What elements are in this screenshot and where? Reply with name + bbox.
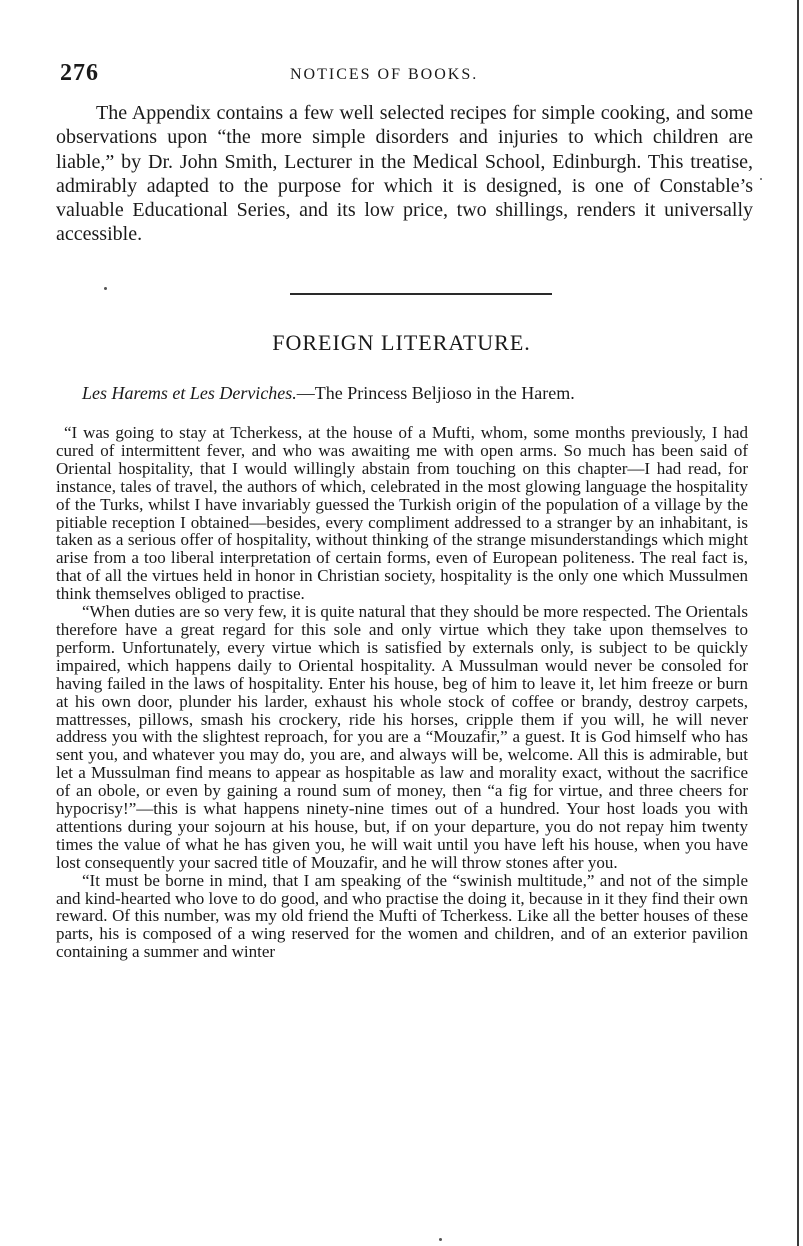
subtitle-book-title: Les Harems et Les Derviches. (82, 383, 297, 403)
appendix-text: The Appendix contains a few well selected recipes for simple cooking, and some observations upon “the more simple disorders and injuries to which children are liable,” by Dr. John Smith, Lecturer in the Medical School, Edinburgh. This treatise, admirably adapted to the purpose for which it is designed, is one of Constable’s valuable Educational Series, and its low price, two shillings, renders it universally accessible. (56, 102, 753, 246)
print-speck (439, 1238, 442, 1241)
page-edge-rule (797, 0, 799, 1246)
body-paragraph-2: “When duties are so very few, it is quite natural that they should be more respected. The Orientals therefore have a great regard for this sole and only virtue which they take upon themselves to perform. Unfortunately, every virtue which is satisfied by externals only, is subject to be quickly impaired, which happens daily to Oriental hospitality. A Mussulman would never be consoled for having failed in the laws of hospitality. Enter his house, beg of him to leave it, let him freeze or burn at his own door, plunder his larder, exhaust his whole stock of coffee or brandy, destroy carpets, mattresses, pillows, smash his crockery, ride his horses, cripple them if you will, he will never address you with the slightest reproach, for you are a “Mouzafir,” a guest. It is God himself who has sent you, and whatever you may do, you are, and always will be, welcome. All this is admirable, but let a Mussulman find means to appear as hospitable as law and morality exact, without the sacrifice of an obole, or even by gaining a round sum of money, then “a fig for virtue, and three cheers for hypocrisy!”—this is what happens ninety-nine times out of a hundred. Your host loads you with attentions during your sojourn at his house, but, if on your departure, you do not repay him twenty times the value of what he has given you, he will wait until you have left his house, when you have lost consequently your sacred title of Mouzafir, and he will throw stones after you. (56, 602, 748, 872)
section-title: FOREIGN LITERATURE. (272, 330, 531, 355)
body-paragraph-3: “It must be borne in mind, that I am speaking of the “swinish multitude,” and not of the simple and kind-hearted who love to do good, and who practise the doing it, because in it they find their own reward. Of this number, was my old friend the Mufti of Tcherkess. Like all the better houses of these parts, his is composed of a wing reserved for the women and children, and of an exterior pavilion containing a summer and winter (56, 870, 748, 962)
print-speck (104, 287, 107, 290)
body-paragraph-1: “I was going to stay at Tcherkess, at the house of a Mufti, whom, some months previously, I had cured of intermittent fever, and who was awaiting me with open arms. So much has been said of Oriental hospitality, that I would willingly abstain from touching on this chapter—I had read, for instance, tales of travel, the authors of which, celebrated in the most glowing language the hospitality of the Turks, whilst I have invariably guessed the Turkish origin of the population of a village by the pitiable reception I obtained—besides, every compliment addressed to a stranger by an inhabitant, is taken as a serious offer of hospitality, without thinking of the strange misunderstandings which might arise from a too liberal interpretation of certain forms, even of European politeness. The real fact is, that of all the virtues held in honor in Christian society, hospitality is the only one which Mussulmen think themselves obliged to practise. (56, 423, 748, 604)
article-subtitle (82, 383, 762, 404)
subtitle-remainder: —The Princess Beljioso in the Harem. (296, 383, 575, 403)
section-divider (290, 293, 552, 295)
print-speck (760, 178, 762, 180)
page-number: 276 (60, 60, 99, 86)
appendix-paragraph (56, 101, 753, 247)
page-header (60, 60, 760, 92)
running-head: NOTICES OF BOOKS. (290, 66, 479, 83)
article-body (56, 424, 748, 961)
